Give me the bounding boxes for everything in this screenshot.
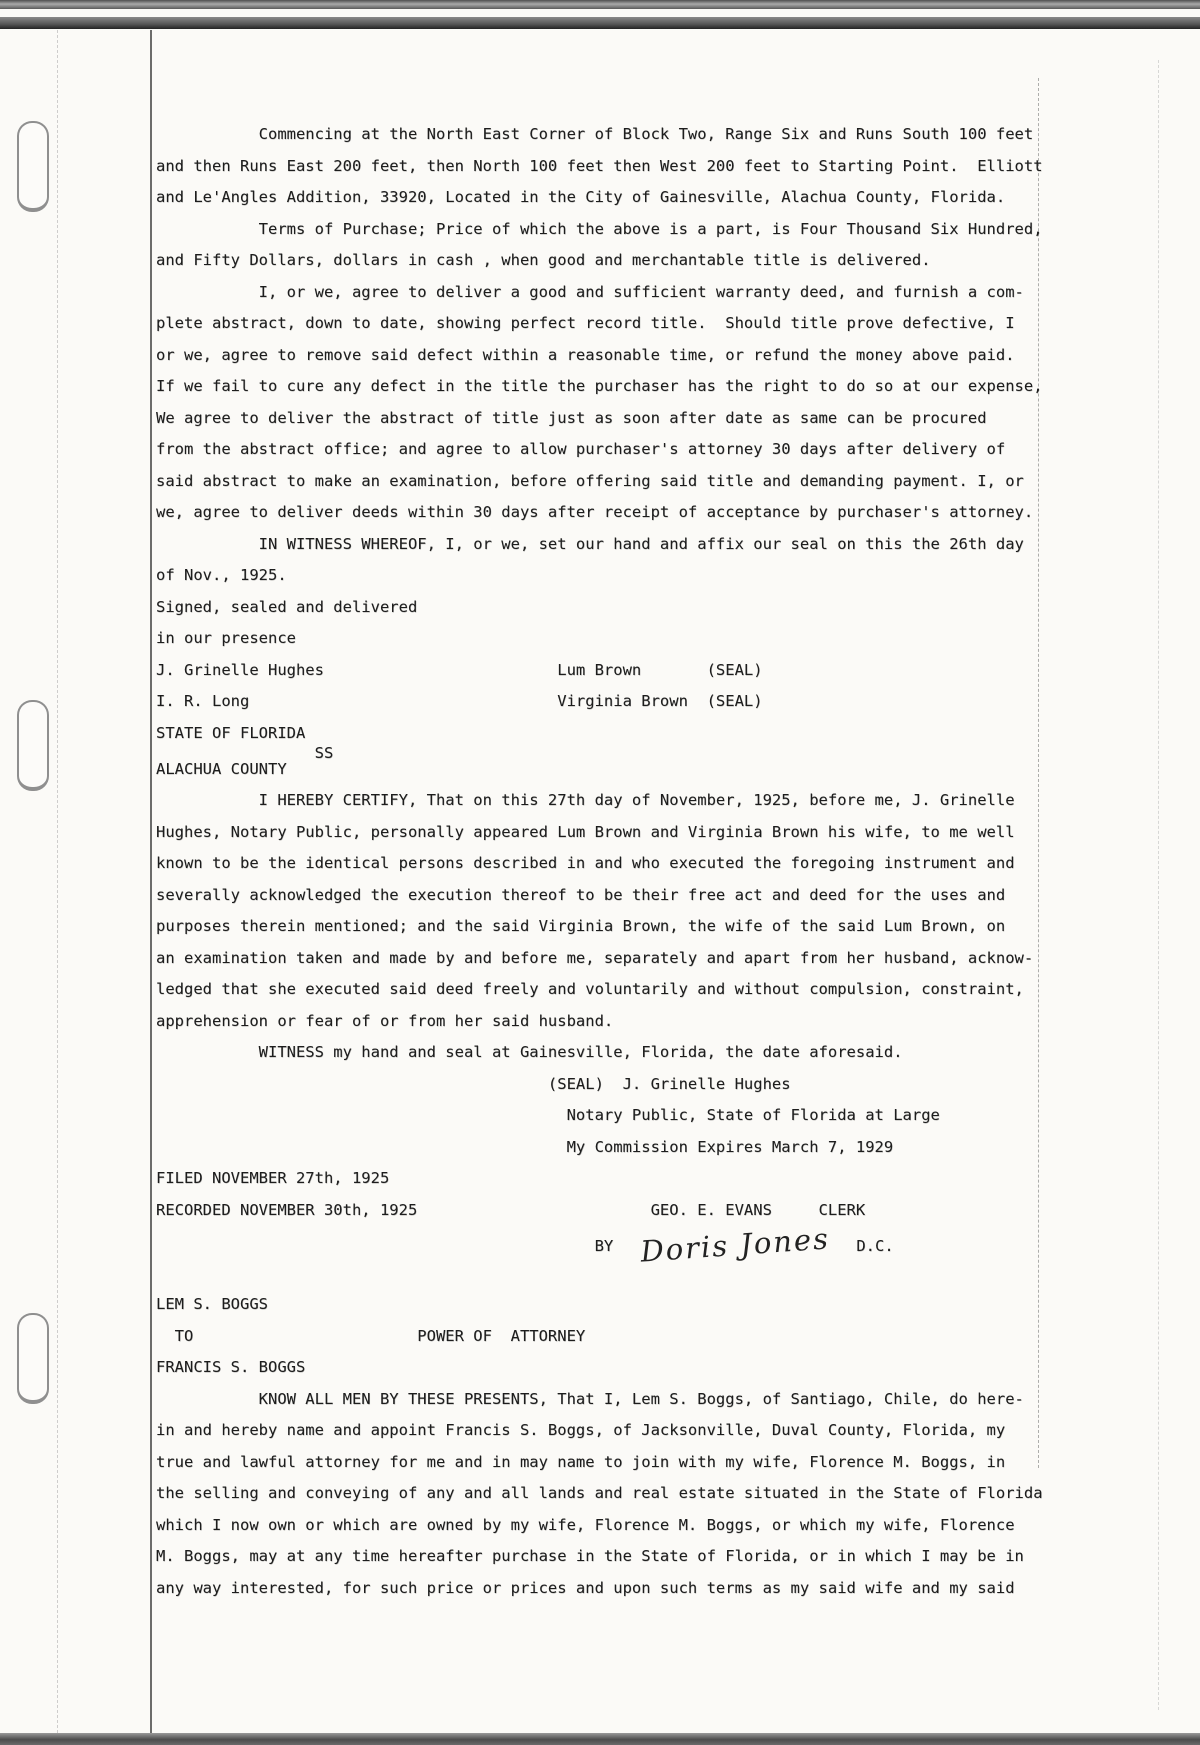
document-line: Hughes, Notary Public, personally appeared Lum Brown and Virginia Brown his wife, to me well [156, 822, 1015, 841]
binder-hole-bottom [17, 1313, 49, 1404]
binder-hole-top [17, 121, 49, 212]
document-line: FRANCIS S. BOGGS [156, 1358, 306, 1376]
document-line: which I now own or which are owned by my wife, Florence M. Boggs, or which my wife, Florence [156, 1515, 1015, 1534]
deputy-clerk-title: D.C. [837, 1237, 894, 1255]
document-line: of Nov., 1925. [156, 566, 287, 584]
document-line: FILED NOVEMBER 27th, 1925 [156, 1169, 390, 1187]
document-line: ledged that she executed said deed freely and voluntarily and without compulsion, constraint, [156, 980, 1024, 998]
document-line: in and hereby name and appoint Francis S. Boggs, of Jacksonville, Duval County, Florida, my [156, 1421, 1006, 1439]
document-line: we, agree to deliver deeds within 30 days after receipt of acceptance by purchaser's attorney. [156, 503, 1034, 521]
document-line: plete abstract, down to date, showing perfect record title. Should title prove defective, I [156, 314, 1015, 332]
document-line: an examination taken and made by and before me, separately and apart from her husband, acknow- [156, 948, 1034, 967]
document-line: We agree to deliver the abstract of title just as soon after date as same can be procured [156, 408, 987, 427]
document-line: in our presence [156, 629, 296, 647]
document-line [156, 1221, 1156, 1269]
document-line: I, or we, agree to deliver a good and sufficient warranty deed, and furnish a com- [156, 282, 1024, 301]
document-line: SS [156, 743, 334, 762]
document-body [156, 70, 1156, 1609]
document-line: I. R. Long Virginia Brown (SEAL) [156, 692, 763, 710]
document-line: apprehension or fear of or from her said husband. [156, 1011, 614, 1030]
left-margin-rule [150, 30, 152, 1733]
document-line: the selling and conveying of any and all lands and real estate situated in the State of Florida [156, 1484, 1043, 1502]
document-line: ALACHUA COUNTY [156, 759, 287, 778]
clerk-by-label: BY [156, 1237, 632, 1255]
page-right-edge-line [1158, 60, 1159, 1710]
document-line: If we fail to cure any defect in the title the purchaser has the right to do so at our expense, [156, 377, 1043, 395]
document-line: TO POWER OF ATTORNEY [156, 1326, 586, 1345]
binder-margin-line [57, 30, 58, 1733]
document-line: said abstract to make an examination, before offering said title and demanding payment. I, or [156, 471, 1024, 490]
document-line: and Fifty Dollars, dollars in cash , when good and merchantable title is delivered. [156, 251, 931, 269]
document-line: Signed, sealed and delivered [156, 597, 418, 616]
document-line: Notary Public, State of Florida at Large [156, 1106, 940, 1124]
document-line: known to be the identical persons described in and who executed the foregoing instrument and [156, 854, 1015, 872]
document-line: or we, agree to remove said defect within a reasonable time, or refund the money above paid. [156, 345, 1015, 364]
page-top-edge-band-2 [0, 17, 1200, 29]
document-line: any way interested, for such price or prices and upon such terms as my said wife and my said [156, 1578, 1015, 1597]
document-line: and then Runs East 200 feet, then North 100 feet then West 200 feet to Starting Point. Elliott [156, 156, 1043, 175]
document-line: J. Grinelle Hughes Lum Brown (SEAL) [156, 660, 763, 679]
document-line: true and lawful attorney for me and in may name to join with my wife, Florence M. Boggs, in [156, 1452, 1006, 1471]
document-line: Commencing at the North East Corner of Block Two, Range Six and Runs South 100 feet [156, 125, 1034, 143]
document-line: WITNESS my hand and seal at Gainesville, Florida, the date aforesaid. [156, 1043, 903, 1061]
page-top-edge-band [0, 0, 1200, 9]
document-line: IN WITNESS WHEREOF, I, or we, set our hand and affix our seal on this the 26th day [156, 534, 1024, 553]
document-line: (SEAL) J. Grinelle Hughes [156, 1074, 791, 1093]
document-line: Terms of Purchase; Price of which the above is a part, is Four Thousand Six Hundred, [156, 219, 1043, 238]
document-line: severally acknowledged the execution thereof to be their free act and deed for the uses and [156, 885, 1006, 904]
document-line: I HEREBY CERTIFY, That on this 27th day of November, 1925, before me, J. Grinelle [156, 791, 1015, 809]
document-line: STATE OF FLORIDA [156, 723, 306, 742]
binder-hole-middle [17, 700, 49, 791]
document-line: My Commission Expires March 7, 1929 [156, 1137, 894, 1156]
document-line: M. Boggs, may at any time hereafter purchase in the State of Florida, or in which I may be in [156, 1547, 1024, 1565]
document-line: purposes therein mentioned; and the said Virginia Brown, the wife of the said Lum Brown, on [156, 917, 1006, 935]
document-line: and Le'Angles Addition, 33920, Located in the City of Gainesville, Alachua County, Florida. [156, 188, 1006, 206]
document-line: LEM S. BOGGS [156, 1295, 268, 1313]
page-bottom-edge-band [0, 1733, 1200, 1745]
deputy-clerk-signature: Doris Jones [639, 1221, 831, 1269]
document-line: from the abstract office; and agree to allow purchaser's attorney 30 days after delivery of [156, 440, 1006, 458]
document-line: KNOW ALL MEN BY THESE PRESENTS, That I, Lem S. Boggs, of Santiago, Chile, do here- [156, 1389, 1024, 1408]
document-line: RECORDED NOVEMBER 30th, 1925 GEO. E. EVANS CLERK [156, 1200, 866, 1219]
